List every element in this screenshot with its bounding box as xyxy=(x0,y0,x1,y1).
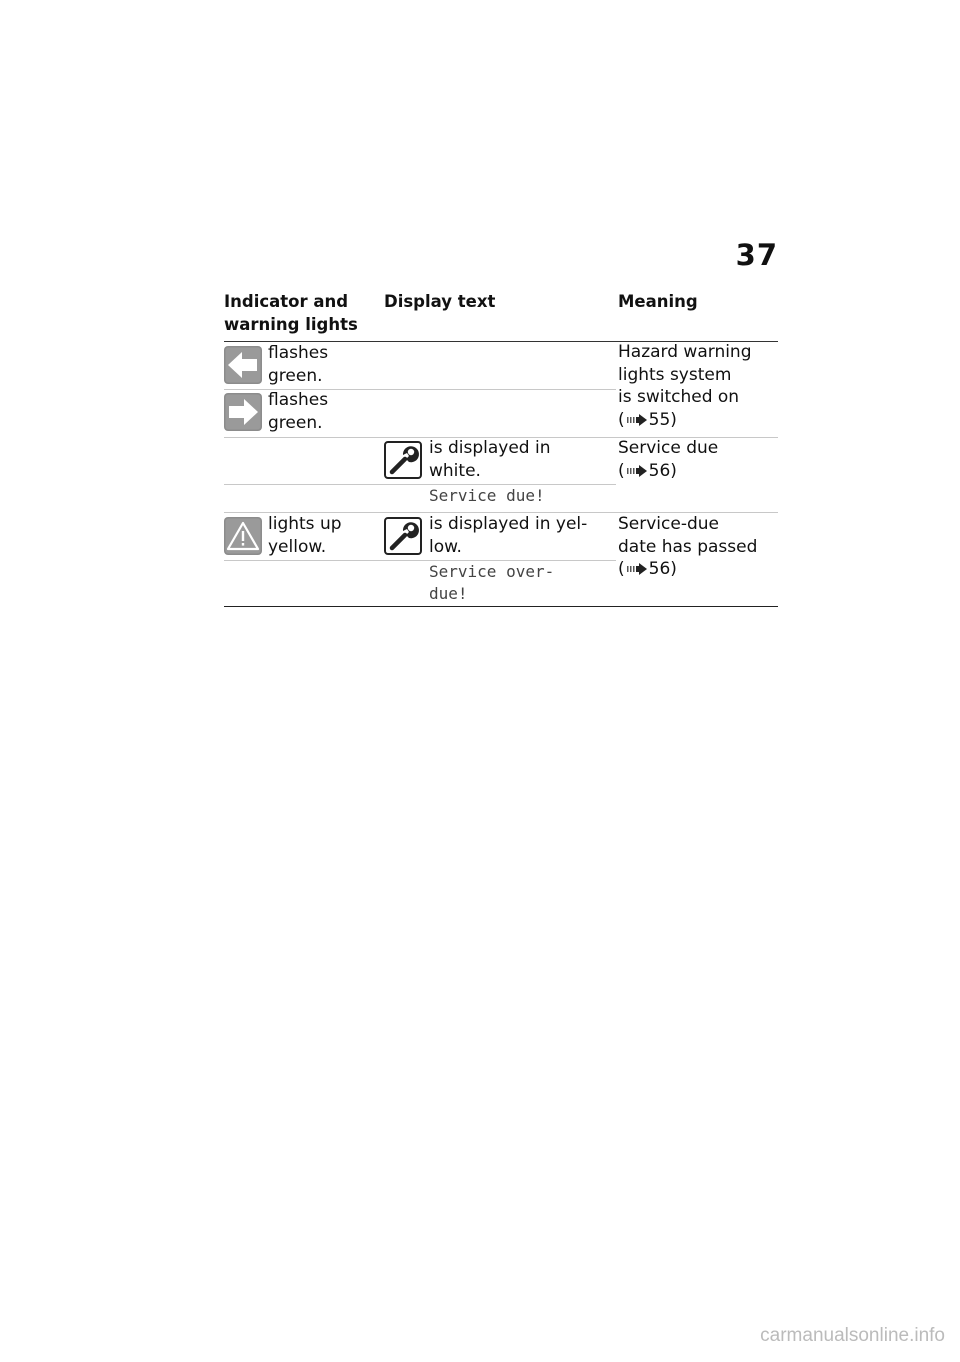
page-reference-arrow-icon xyxy=(626,414,648,426)
left-turn-indicator-text: flashes green. xyxy=(268,343,329,386)
service-overdue-message: Service over- due! xyxy=(429,562,555,603)
watermark: carmanualsonline.info xyxy=(760,1325,945,1346)
header-display-text: Display text xyxy=(384,292,496,311)
ref-open-paren: ( xyxy=(618,409,625,430)
service-due-page-reference[interactable] xyxy=(618,460,778,483)
service-due-meaning xyxy=(618,437,778,482)
service-due-display-text: is displayed in white. xyxy=(429,438,551,481)
left-arrow-icon xyxy=(224,346,262,384)
warning-triangle-icon xyxy=(224,517,262,555)
ref-page-number: 56) xyxy=(648,559,677,579)
service-overdue-display-text: is displayed in yel- low. xyxy=(429,514,588,557)
page-reference-arrow-icon xyxy=(626,563,648,575)
ref-page-number: 56) xyxy=(648,460,677,481)
right-turn-indicator-text: flashes green. xyxy=(268,390,329,433)
hazard-meaning-line1: Hazard warning xyxy=(618,342,752,362)
hazard-meaning-line3: is switched on xyxy=(618,387,740,407)
service-overdue-meaning-line1: Service-due xyxy=(618,514,719,534)
page-number: 37 xyxy=(735,238,778,272)
service-overdue-meaning xyxy=(618,513,778,581)
service-due-message: Service due! xyxy=(429,486,545,505)
header-indicator: Indicator and warning lights xyxy=(224,292,358,334)
right-arrow-icon xyxy=(224,393,262,431)
ref-open-paren: ( xyxy=(618,559,625,579)
service-overdue-meaning-line2: date has passed xyxy=(618,536,758,557)
service-overdue-page-reference[interactable] xyxy=(618,558,778,581)
wrench-icon xyxy=(384,441,422,479)
service-overdue-indicator-text: lights up yellow. xyxy=(268,514,342,557)
service-due-meaning-line1: Service due xyxy=(618,438,719,458)
ref-page-number: 55) xyxy=(648,409,677,430)
table-bottom-rule xyxy=(224,606,778,607)
hazard-meaning-line2: lights system xyxy=(618,364,732,385)
ref-open-paren: ( xyxy=(618,460,625,481)
wrench-icon xyxy=(384,517,422,555)
hazard-page-reference[interactable] xyxy=(618,409,778,432)
page-reference-arrow-icon xyxy=(626,465,648,477)
hazard-meaning xyxy=(618,341,778,431)
header-meaning: Meaning xyxy=(618,292,698,311)
